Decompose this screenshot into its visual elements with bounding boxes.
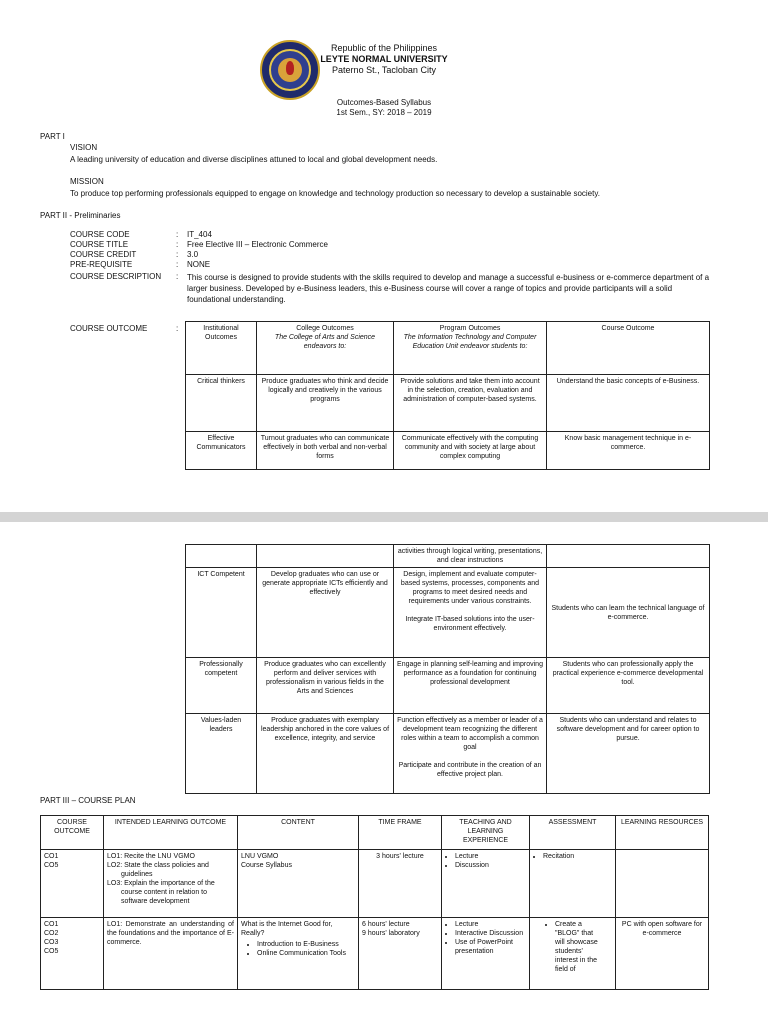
vision-text: A leading university of education and diverse disciplines attuned to local and global development needs. [70,155,438,164]
co-item: CO3 [44,939,59,946]
cell-institutional: Professionally competent [186,658,257,714]
tle-item: • Use of PowerPoint presentation [455,938,526,956]
cell-institutional: Values-laden leaders [186,714,257,794]
table-row [186,375,710,432]
content-item: • Introduction to E-Business [257,940,355,949]
co-item: CO1 [44,921,59,928]
content-item: Course Syllabus [241,862,292,869]
field-value-credit: 3.0 [187,250,199,259]
field-value-description: This course is designed to provide students with the skills required to develop and manage a successful e-business or e-commerce department of a larger business. Developed by e-Business leaders, this e-Business course will cover a range of topics and provide participants will a solid foundational understanding. [187,273,710,304]
cell-co [41,850,104,918]
field-value-code: IT_404 [187,230,212,239]
ilo-item: LO1: Recite the LNU VGMO [107,853,195,860]
course-outcome-label: COURSE OUTCOME [70,324,148,333]
cell-course: Understand the basic concepts of e-Business. [547,375,710,432]
cell-program: Communicate effectively with the computing community and with society at large about complex computing [394,432,547,470]
cell-program-text: Function effectively as a member or leader of a development team recognizing the different roles within a team to accomplish a common goal [397,717,543,751]
field-value-title: Free Elective III – Electronic Commerce [187,240,328,249]
header-ilo: INTENDED LEARNING OUTCOME [104,816,238,850]
part3-heading: PART III – COURSE PLAN [40,796,136,805]
cell-time [359,918,442,990]
table-row [186,545,710,568]
part2-heading: PART II - Preliminaries [40,211,121,220]
cell-co [41,918,104,990]
field-label-code: COURSE CODE [70,230,130,239]
co-item: CO2 [44,930,59,937]
cell-assessment [530,850,616,918]
content-item: LNU VGMO [241,853,279,860]
cell-program [394,714,547,794]
cell-content [238,918,359,990]
cell-college: Turnout graduates who can communicate effectively in both verbal and non-verbal forms [257,432,394,470]
header-university: LEYTE NORMAL UNIVERSITY [320,54,448,64]
assessment-item: • Recitation [543,852,612,861]
tle-item: • Interactive Discussion [455,929,526,938]
field-colon: : [176,240,179,249]
header-college-title: College Outcomes [296,325,354,332]
course-plan-header [41,816,709,850]
cell-program [394,568,547,658]
outcome-table-continued [185,544,710,794]
cell-program-text-2: Participate and contribute in the creation of an effective project plan. [398,762,542,778]
header-college-sub: The College of Arts and Science endeavors to: [274,334,376,350]
header-college [257,322,394,375]
field-label-title: COURSE TITLE [70,240,129,249]
table-row [41,850,709,918]
header-time-frame: TIME FRAME [359,816,442,850]
cell-time: 3 hours' lecture [359,850,442,918]
tle-item: • Lecture [455,920,526,929]
content-title: What is the Internet Good for, Really? [241,921,333,937]
header-course-outcome: COURSE OUTCOME [41,816,104,850]
header-assessment: ASSESSMENT [530,816,616,850]
cell-course: Students who can learn the technical language of e-commerce. [547,568,710,658]
syllabus-page-2 [0,522,768,1024]
tle-item: • Discussion [455,861,526,870]
field-colon: : [176,324,179,333]
table-row [186,714,710,794]
cell-tle [442,918,530,990]
time-item: 6 hours' lecture [362,921,410,928]
header-program-title: Program Outcomes [439,325,501,332]
cell-tle [442,850,530,918]
cell-college: Produce graduates who can excellently perform and deliver services with professionalism in various fields in the Arts and Sciences [257,658,394,714]
mission-label: MISSION [70,177,104,186]
cell-college: Produce graduates with exemplary leadership anchored in the core values of excellence, integrity, and service [257,714,394,794]
assessment-item: • Create a "BLOG" that will showcase students' interest in the field of [555,920,598,974]
co-item: CO1 [44,853,59,860]
cell-course: Students who can understand and relates to software development and for career option to pursue. [547,714,710,794]
field-colon: : [176,272,179,281]
cell-ilo: LO1: Demonstrate an understanding of the foundations and the importance of E-commerce. [104,918,238,990]
course-plan-table [40,815,709,990]
field-label-credit: COURSE CREDIT [70,250,137,259]
header-content: CONTENT [238,816,359,850]
content-item: • Online Communication Tools [257,949,355,958]
ilo-item: LO3: Explain the importance of the course content in relation to software development [107,880,215,905]
header-program [394,322,547,375]
cell-resources [616,850,709,918]
vision-label: VISION [70,143,98,152]
cell-institutional: Effective Communicators [186,432,257,470]
cell-course: Students who can professionally apply the practical experience e-commerce developmental tool. [547,658,710,714]
field-colon: : [176,230,179,239]
cell-course [547,545,710,568]
co-item: CO5 [44,948,59,955]
cell-college: Develop graduates who can use or generate appropriate ICTs efficiently and effectively [257,568,394,658]
co-item: CO5 [44,862,59,869]
cell-institutional [186,545,257,568]
mission-text: To produce top performing professionals equipped to engage on knowledge and technology production so necessary to develop a sustainable society. [70,189,600,198]
field-label-prereq: PRE-REQUISITE [70,260,133,269]
header-course: Course Outcome [547,322,710,375]
part1-heading: PART I [40,132,65,141]
cell-program: Engage in planning self-learning and improving performance as a foundation for continuing professional development [394,658,547,714]
cell-college: Produce graduates who think and decide logically and creatively in the various programs [257,375,394,432]
table-row [186,432,710,470]
field-label-description: COURSE DESCRIPTION [70,272,162,281]
table-row [186,568,710,658]
header-republic: Republic of the Philippines [330,43,438,53]
outcome-table [185,321,710,470]
field-colon: : [176,260,179,269]
outcome-table-header [186,322,710,375]
table-row [41,918,709,990]
field-colon: : [176,250,179,259]
header-resources: LEARNING RESOURCES [616,816,709,850]
time-item: 9 hours' laboratory [362,930,420,937]
cell-content [238,850,359,918]
cell-course: Know basic management technique in e-commerce. [547,432,710,470]
cell-ilo [104,850,238,918]
ilo-item: LO2: State the class policies and guidelines [107,862,209,878]
cell-institutional: Critical thinkers [186,375,257,432]
cell-program: Provide solutions and take them into account in the selection, creation, evaluation and administration of computer-based systems. [394,375,547,432]
tle-item: • Lecture [455,852,526,861]
field-value-prereq: NONE [187,260,211,269]
cell-resources: PC with open software for e-commerce [616,918,709,990]
header-tle: TEACHING AND LEARNING EXPERIENCE [442,816,530,850]
cell-assessment [530,918,616,990]
cell-program: activities through logical writing, presentations, and clear instructions [394,545,547,568]
semester-line: 1st Sem., SY: 2018 – 2019 [336,108,432,117]
cell-program-text-2: Integrate IT-based solutions into the user-environment effectively. [405,616,535,632]
cell-college [257,545,394,568]
cell-program-text: Design, implement and evaluate computer-based systems, processes, components and programs to meet desired needs and requirements under various constraints. [400,571,540,605]
header-program-sub: The Information Technology and Computer Education Unit endeavor students to: [403,334,537,350]
table-row [186,658,710,714]
cell-institutional: ICT Competent [186,568,257,658]
header-institutional: Institutional Outcomes [186,322,257,375]
header-address: Paterno St., Tacloban City [332,65,436,75]
doc-title: Outcomes-Based Syllabus [336,98,432,107]
